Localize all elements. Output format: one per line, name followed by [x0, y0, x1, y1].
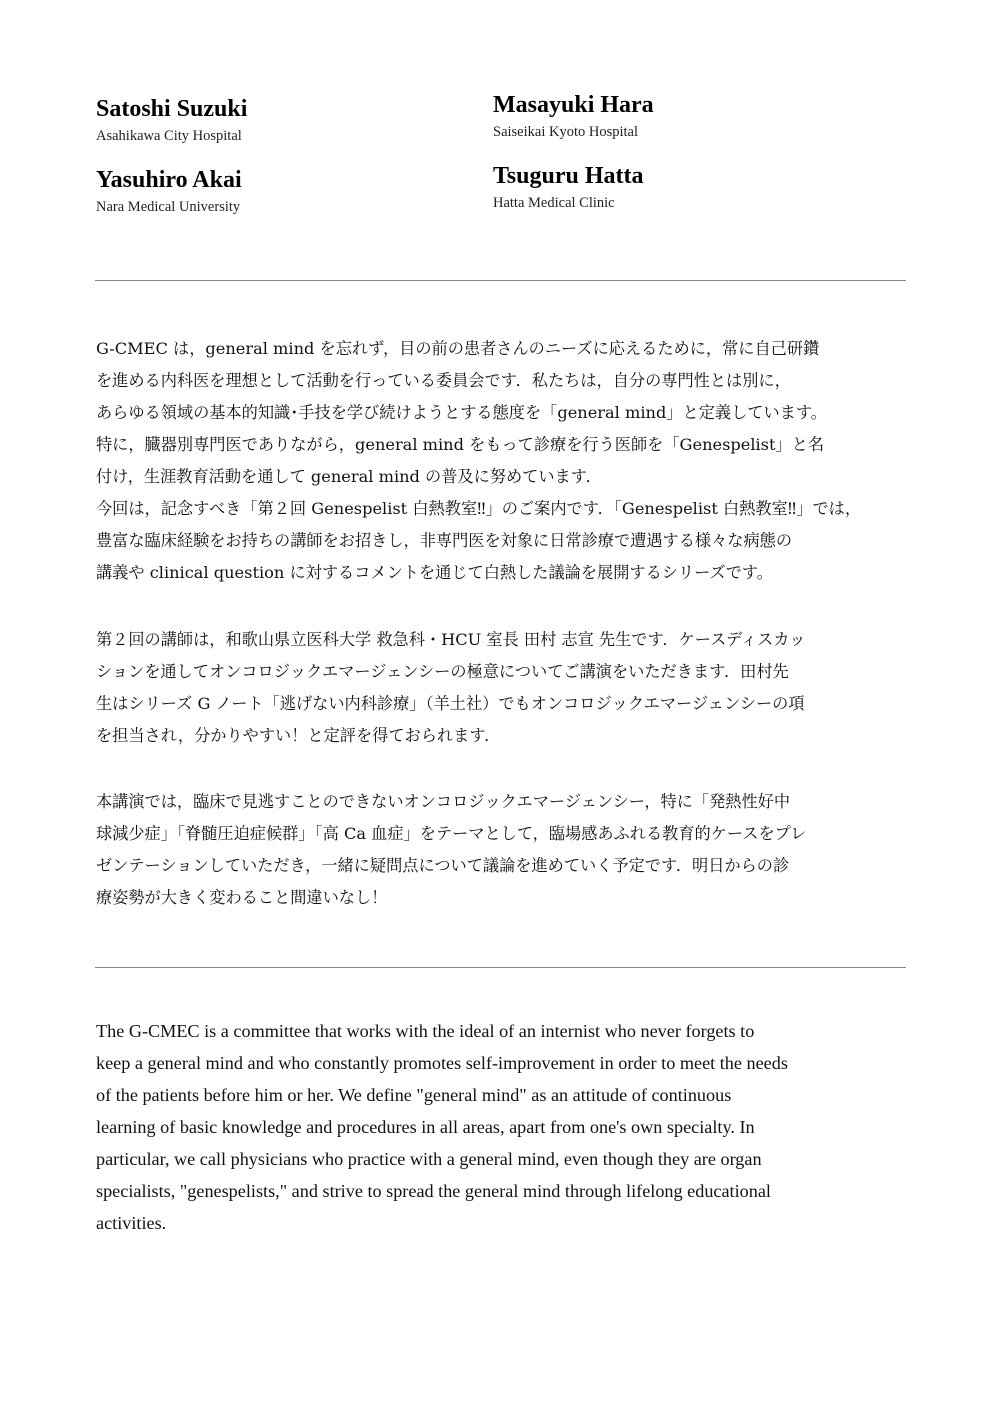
- author-list: [96, 90, 908, 230]
- japanese-lecture-topic-paragraph: 本講演では，臨床で見逃すことのできないオンコロジックエマージェンシー，特に「発熱性好中 球減少症」「脊髄圧迫症候群」「高 Ca 血症」をテーマとして，臨場感あふれる教育的ケースをプレ ゼンテーションしていただき，一緒に疑問点について議論を進めていく予定です．明日からの診 療姿勢が大きく変わること間違いなし！: [96, 792, 807, 907]
- author-affiliation: Asahikawa City Hospital: [96, 128, 242, 144]
- english-summary-paragraph: The G-CMEC is a committee that works with the ideal of an internist who never forgets to keep a general mind and who constantly promotes self-improvement in order to meet the needs of the patients before him or her. We define "general mind" as an attitude of continuous learning of basic knowledge and procedures in all areas, apart from one's own specialty. In particular, we call physicians who practice with a general mind, even though they are organ specialists, "genespelists," and strive to spread the general mind through lifelong educational activities.: [96, 1021, 788, 1233]
- author-block: [96, 165, 242, 217]
- japanese-lecturer-paragraph: 第２回の講師は，和歌山県立医科大学 救急科・HCU 室長 田村 志宣 先生です．ケースディスカッ ションを通してオンコロジックエマージェンシーの極意についてご講演をいただきます．田村先 生はシリーズ G ノート「逃げない内科診療」（羊土社）でもオンコロジックエマージェンシーの項 を担当され，分かりやすい！と定評を得ておられます．: [96, 630, 806, 745]
- author-block: [493, 161, 644, 213]
- author-affiliation: Saiseikai Kyoto Hospital: [493, 124, 638, 140]
- author-name: Masayuki Hara: [493, 92, 654, 118]
- section-divider: [95, 280, 906, 281]
- author-name: Satoshi Suzuki: [96, 96, 248, 122]
- author-block: [96, 94, 247, 146]
- author-affiliation: Nara Medical University: [96, 199, 241, 215]
- author-name: Yasuhiro Akai: [96, 167, 242, 193]
- section-divider: [95, 967, 906, 968]
- author-block: [493, 90, 654, 142]
- japanese-intro-paragraph: G-CMEC は，general mind を忘れず，目の前の患者さんのニーズに応えるために，常に自己研鑽 を進める内科医を理想として活動を行っている委員会です．私たちは，自分の専門性とは別に， あらゆる領域の基本的知識･手技を学び続けようとする態度を「general mind」と定義しています。 特に，臓器別専門医でありながら，general mind をもって診療を行う医師を「Genespelist」と名 付け，生涯教育活動を通して general mind の普及に努めています． 今回は，記念すべき「第２回 Genespelist 白熱教室‼」のご案内です．「Genespelist 白熱教室‼」では， 豊富な臨床経験をお持ちの講師をお招きし，非専門医を対象に日常診療で遭遇する様々な病態の 講義や clinical question に対するコメントを通じて白熱した議論を展開するシリーズです。: [96, 339, 862, 582]
- author-affiliation: Hatta Medical Clinic: [493, 195, 615, 211]
- author-name: Tsuguru Hatta: [493, 163, 644, 189]
